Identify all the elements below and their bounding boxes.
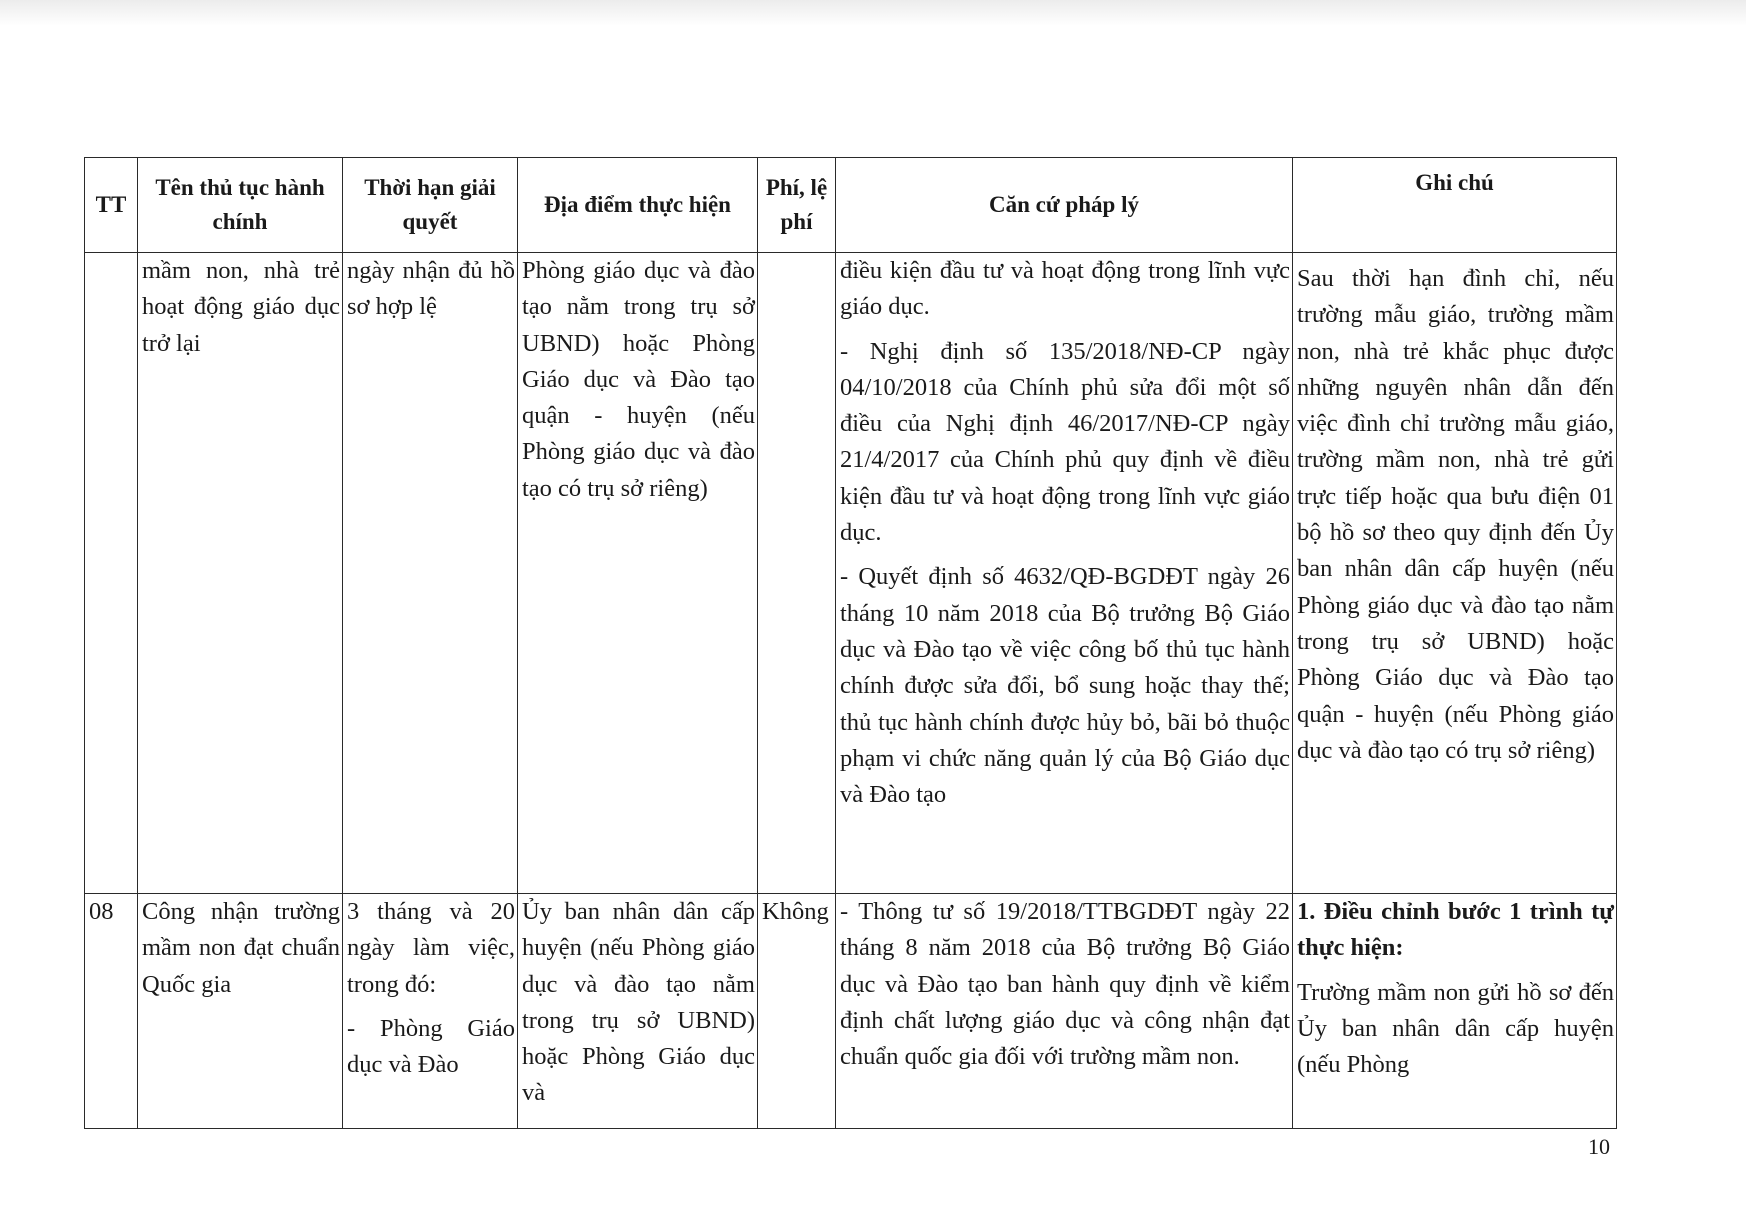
- header-row: [85, 158, 1617, 253]
- legal-paragraph: điều kiện đầu tư và hoạt động trong lĩnh vực giáo dục.: [840, 257, 1290, 321]
- time-paragraph: 3 tháng và 20 ngày làm việc, trong đó:: [347, 898, 515, 998]
- legal-paragraph: - Nghị định số 135/2018/NĐ-CP ngày 04/10/2018 của Chính phủ sửa đổi một số điều của Nghị định 46/2017/NĐ-CP ngày 21/4/2017 của Chính phủ quy định về điều kiện đầu tư và hoạt động trong lĩnh vực giáo dục.: [840, 337, 1290, 547]
- note-paragraph: Trường mầm non gửi hồ sơ đến Ủy ban nhân dân cấp huyện (nếu Phòng: [1297, 978, 1614, 1079]
- cell-tt: 08: [85, 894, 138, 1129]
- table-row: [85, 253, 1617, 894]
- cell-fee: Không: [758, 894, 836, 1129]
- header-place: Địa điểm thực hiện: [518, 158, 758, 253]
- cell-legal-basis: - Thông tư số 19/2018/TTBGDĐT ngày 22 tháng 8 năm 2018 của Bộ trưởng Bộ Giáo dục và Đào tạo ban hành quy định về kiểm định chất lượng giáo dục và công nhận đạt chuẩn quốc gia đối với trường mầm non.: [836, 894, 1293, 1129]
- cell-note: [1293, 894, 1617, 1129]
- note-paragraph: Sau thời hạn đình chỉ, nếu trường mẫu giáo, trường mầm non, nhà trẻ khắc phục được những nguyên nhân dẫn đến việc đình chỉ trường mẫu giáo, trường mầm non, nhà trẻ gửi trực tiếp hoặc qua bưu điện 01 bộ hồ sơ theo quy định đến Ủy ban nhân dân cấp huyện (nếu Phòng giáo dục và đào tạo nằm trong trụ sở UBND) hoặc Phòng Giáo dục và Đào tạo quận - huyện (nếu Phòng giáo dục và đào tạo có trụ sở riêng): [1297, 265, 1614, 764]
- header-time-limit: Thời hạn giải quyết: [343, 158, 518, 253]
- header-legal-basis: Căn cứ pháp lý: [836, 158, 1293, 253]
- cell-tt: [85, 253, 138, 894]
- cell-fee: [758, 253, 836, 894]
- cell-place: Phòng giáo dục và đào tạo nằm trong trụ sở UBND) hoặc Phòng Giáo dục và Đào tạo quận - huyện (nếu Phòng giáo dục và đào tạo có trụ sở riêng): [518, 253, 758, 894]
- scan-top-shadow: [0, 0, 1746, 26]
- legal-paragraph: - Quyết định số 4632/QĐ-BGDĐT ngày 26 tháng 10 năm 2018 của Bộ trưởng Bộ Giáo dục và Đào tạo về việc công bố thủ tục hành chính được sửa đổi, bổ sung hoặc thay thế; thủ tục hành chính được hủy bỏ, bãi bỏ thuộc phạm vi chức năng quản lý của Bộ Giáo dục và Đào tạo: [840, 563, 1290, 809]
- procedure-table: [84, 157, 1617, 1129]
- table-row: [85, 894, 1617, 1129]
- cell-legal-basis: [836, 253, 1293, 894]
- cell-note: [1293, 253, 1617, 894]
- header-procedure-name: Tên thủ tục hành chính: [138, 158, 343, 253]
- note-heading: 1. Điều chỉnh bước 1 trình tự thực hiện:: [1297, 898, 1614, 962]
- header-tt: TT: [85, 158, 138, 253]
- cell-time-limit: [343, 894, 518, 1129]
- cell-procedure-name: mầm non, nhà trẻ hoạt động giáo dục trở lại: [138, 253, 343, 894]
- cell-time-limit: ngày nhận đủ hồ sơ hợp lệ: [343, 253, 518, 894]
- time-paragraph: - Phòng Giáo dục và Đào: [347, 1014, 515, 1079]
- cell-procedure-name: Công nhận trường mầm non đạt chuẩn Quốc gia: [138, 894, 343, 1129]
- page-number: 10: [1588, 1134, 1610, 1159]
- cell-place: Ủy ban nhân dân cấp huyện (nếu Phòng giáo dục và đào tạo nằm trong trụ sở UBND) hoặc Phòng Giáo dục và: [518, 894, 758, 1129]
- header-fee: Phí, lệ phí: [758, 158, 836, 253]
- header-note: Ghi chú: [1293, 158, 1617, 253]
